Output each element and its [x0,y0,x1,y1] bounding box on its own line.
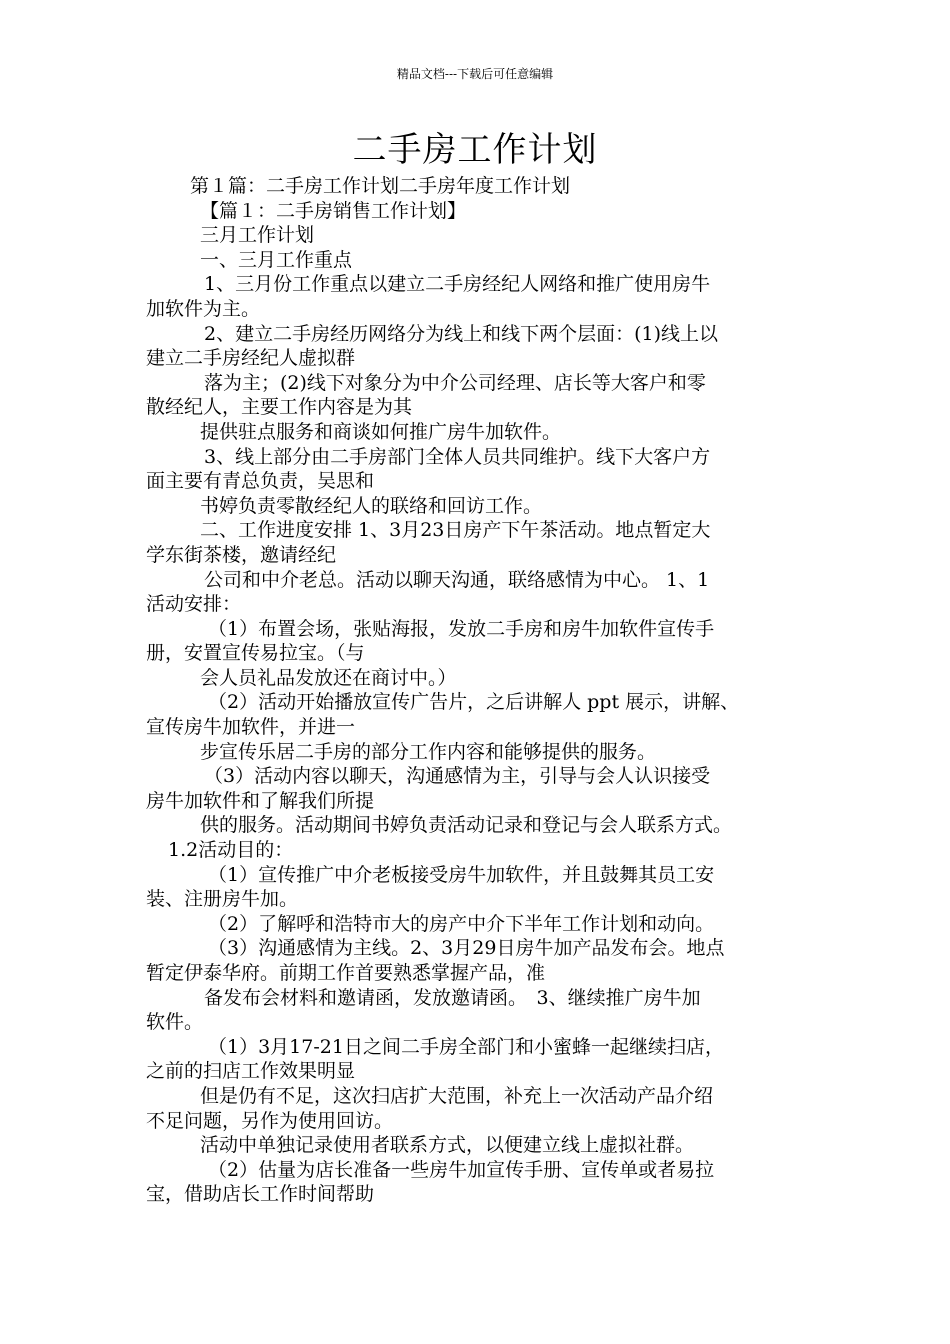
page-header: 精品文档---下载后可任意编辑 [396,67,554,81]
body-line: 1.2活动目的： [168,839,294,862]
body-line: 建立二手房经纪人虚拟群 [146,347,356,370]
body-line: 散经纪人，主要工作内容是为其 [146,396,413,419]
body-line: （1）布置会场，张贴海报，发放二手房和房牛加软件宣传手 [208,617,715,640]
body-line: 宝，借助店长工作时间帮助 [146,1183,375,1206]
body-line: 但是仍有不足，这次扫店扩大范围，补充上一次活动产品介绍 [200,1084,714,1107]
body-line: 第１篇：二手房工作计划二手房年度工作计划 [190,175,571,197]
body-line: 宣传房牛加软件，并进一 [146,716,356,739]
document-title: 二手房工作计划 [352,130,598,170]
body-line: 【篇１：二手房销售工作计划】 [200,199,467,222]
body-line: 软件。 [146,1011,204,1034]
body-line: 备发布会材料和邀请函，发放邀请函。 3、继续推广房牛加 [204,986,701,1009]
body-line: 房牛加软件和了解我们所提 [146,789,375,812]
body-line: （2）活动开始播放宣传广告片，之后讲解人 ppt 展示，讲解、 [208,691,740,714]
document-body [146,174,826,1207]
body-line: 暂定伊泰华府。前期工作首要熟悉掌握产品，准 [146,962,546,984]
body-line: 书婷负责零散经纪人的联络和回访工作。 [200,494,543,517]
body-line: 步宣传乐居二手房的部分工作内容和能够提供的服务。 [200,740,657,763]
body-line: 装、注册房牛加。 [146,888,299,911]
body-line: 二、工作进度安排 1、3月23日房产下午茶活动。地点暂定大 [200,519,711,542]
body-line: 三月工作计划 [200,224,315,247]
body-line: 2、建立二手房经历网络分为线上和线下两个层面：(1)线上以 [204,322,719,345]
body-line: 之前的扫店工作效果明显 [146,1060,356,1083]
body-line: 3、线上部分由二手房部门全体人员共同维护。线下大客户方 [204,445,711,468]
body-line: 供的服务。活动期间书婷负责活动记录和登记与会人联系方式。 [200,814,733,837]
body-line: 学东街茶楼，邀请经纪 [146,543,337,566]
body-line: （1）3月17-21日之间二手房全部门和小蜜蜂一起继续扫店， [208,1035,724,1058]
body-line: 活动安排： [146,593,242,616]
body-line: 公司和中介老总。活动以聊天沟通，联络感情为中心。 1、1 [204,568,710,591]
body-line: 落为主；(2)线下对象分为中介公司经理、店长等大客户和零 [204,371,706,394]
body-line: （1）宣传推广中介老板接受房牛加软件，并且鼓舞其员工安 [208,863,715,886]
body-line: 册，安置宣传易拉宝。（与 [146,642,365,665]
body-line: 面主要有青总负责，吴思和 [146,470,375,493]
body-line: （3）沟通感情为主线。2、3月29日房牛加产品发布会。地点 [208,937,725,960]
body-line: 1、三月份工作重点以建立二手房经纪人网络和推广使用房牛 [204,273,711,296]
body-line: 一、三月工作重点 [200,248,353,271]
body-line: （2）了解呼和浩特市大的房产中介下半年工作计划和动向。 [208,912,715,935]
body-line: 会人员礼品发放还在商讨中。） [200,666,457,689]
body-line: （3）活动内容以聊天，沟通感情为主，引导与会人认识接受 [204,765,711,788]
body-line: 加软件为主。 [146,297,261,320]
body-line: （2）估量为店长准备一些房牛加宣传手册、宣传单或者易拉 [208,1158,715,1181]
body-line: 提供驻点服务和商谈如何推广房牛加软件。 [200,420,562,443]
body-line: 不足问题，另作为使用回访。 [146,1109,394,1132]
body-line: 活动中单独记录使用者联系方式，以便建立线上虚拟社群。 [200,1134,695,1157]
